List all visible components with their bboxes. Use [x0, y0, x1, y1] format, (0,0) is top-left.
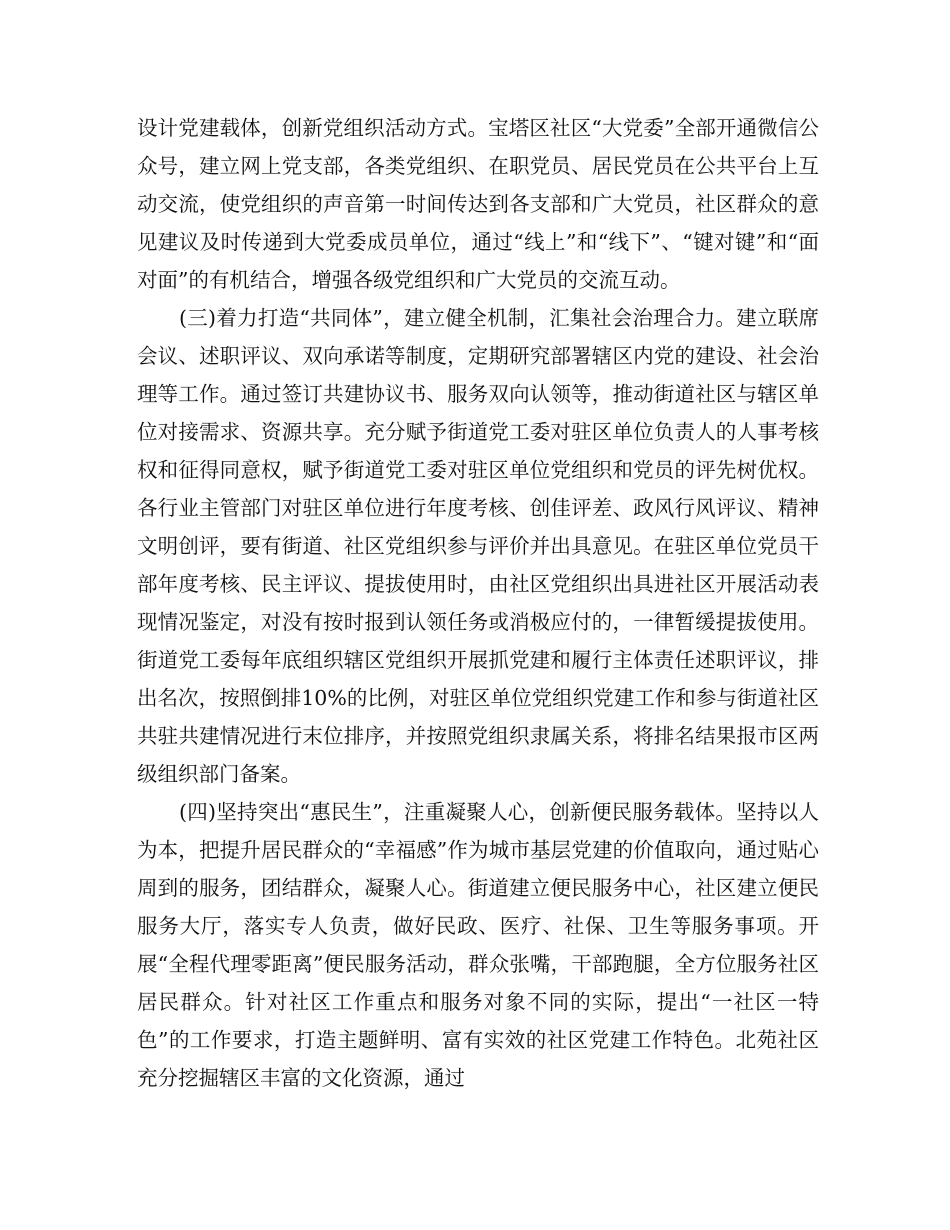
paragraph-1: 设计党建载体，创新党组织活动方式。宝塔区社区“大党委”全部开通微信公众号，建立网上党支部，各类党组织、在职党员、居民党员在公共平台上互动交流，使党组织的声音第一时间传达到各支部和广大党员，社区群众的意见建议及时传递到大党委成员单位，通过“线上”和“线下”、“键对键”和“面对面”的有机结合，增强各级党组织和广大党员的交流互动。: [137, 116, 819, 292]
document-body: [137, 109, 819, 1097]
paragraph-2: (三)着力打造“共同体”，建立健全机制，汇集社会治理合力。建立联席会议、述职评议、双向承诺等制度，定期研究部署辖区内党的建设、社会治理等工作。通过签订共建协议书、服务双向认领等，推动街道社区与辖区单位对接需求、资源共享。充分赋予街道党工委对驻区单位负责人的人事考核权和征得同意权，赋予街道党工委对驻区单位党组织和党员的评先树优权。各行业主管部门对驻区单位进行年度考核、创佳评差、政风行风评议、精神文明创评，要有街道、社区党组织参与评价并出具意见。在驻区单位党员干部年度考核、民主评议、提拔使用时，由社区党组织出具进社区开展活动表现情况鉴定，对没有按时报到认领任务或消极应付的，一律暂缓提拔使用。街道党工委每年底组织辖区党组织开展抓党建和履行主体责任述职评议，排出名次，按照倒排10%的比例，对驻区单位党组织党建工作和参与街道社区共驻共建情况进行末位排序，并按照党组织隶属关系，将排名结果报市区两级组织部门备案。: [137, 306, 819, 786]
paragraph-3: (四)坚持突出“惠民生”，注重凝聚人心，创新便民服务载体。坚持以人为本，把提升居民群众的“幸福感”作为城市基层党建的价值取向，通过贴心周到的服务，团结群众，凝聚人心。街道建立便民服务中心，社区建立便民服务大厅，落实专人负责，做好民政、医疗、社保、卫生等服务事项。开展“全程代理零距离”便民服务活动，群众张嘴，干部跑腿，全方位服务社区居民群众。针对社区工作重点和服务对象不同的实际，提出“一社区一特色”的工作要求，打造主题鲜明、富有实效的社区党建工作特色。北苑社区充分挖掘辖区丰富的文化资源，通过: [137, 800, 819, 1090]
